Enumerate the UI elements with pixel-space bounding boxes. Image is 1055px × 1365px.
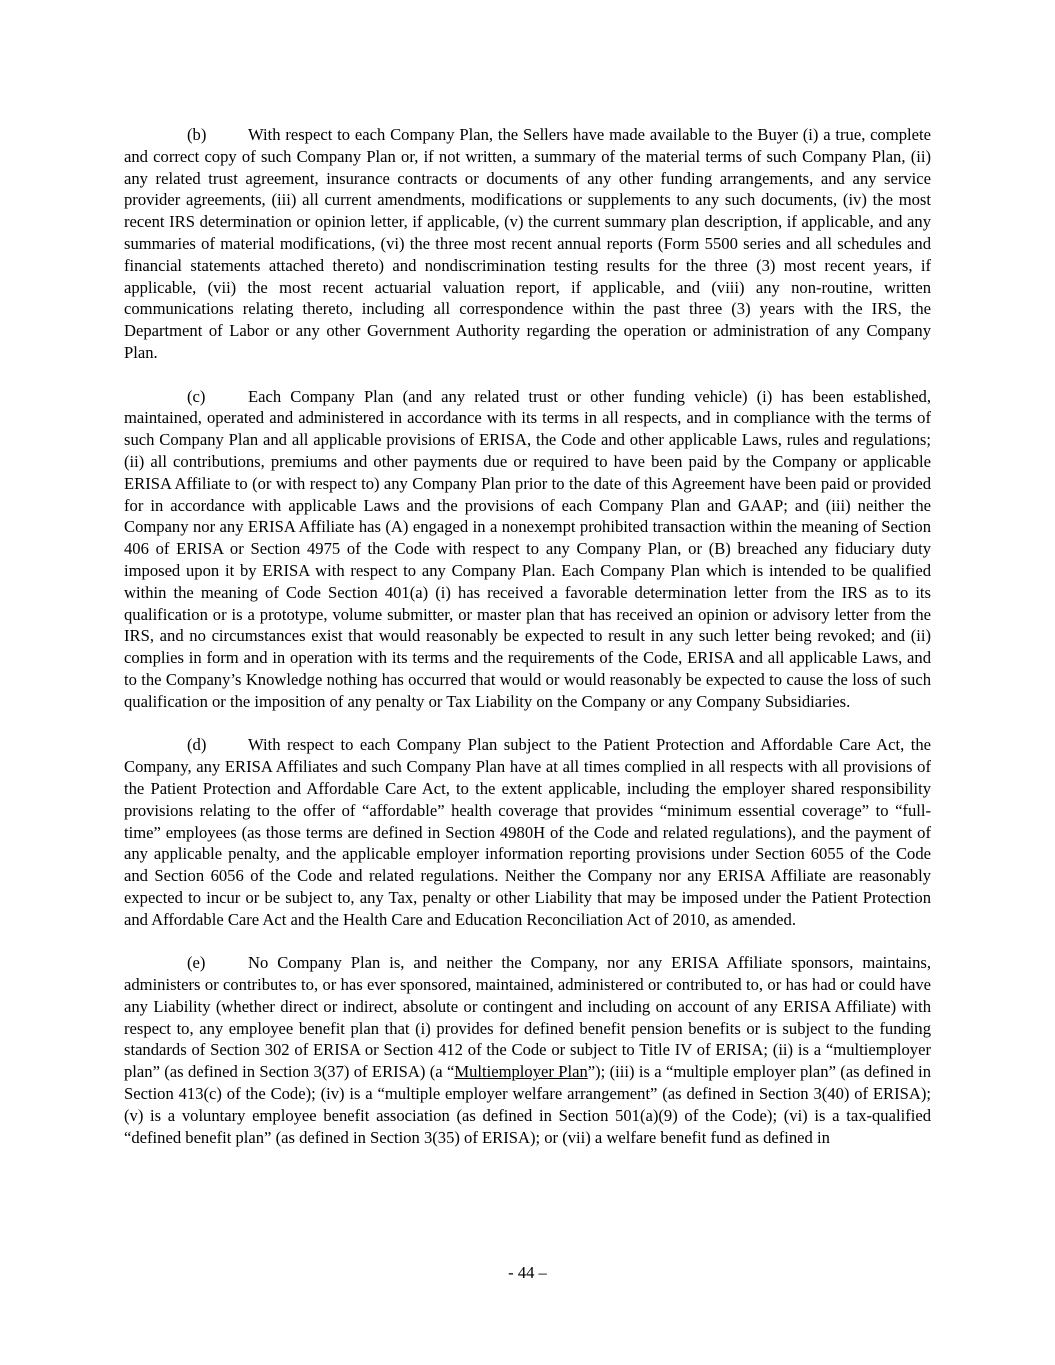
paragraph-text: No Company Plan is, and neither the Company, nor any ERISA Affiliate sponsors, maintains, administers or contributes to, or has ever sponsored, maintained, administered or contributed to, or has had or could have any Liability (whether direct or indirect, absolute or contingent and including on account of any ERISA Affiliate) with respect to, any employee benefit plan that (i) provides for defined benefit pension benefits or is subject to the funding standards of Section 302 of ERISA or Section 412 of the Code or subject to Title IV of ERISA; (ii) is a “multiemployer plan” (as defined in Section 3(37) of ERISA) (a “ <box>124 953 931 1082</box>
paragraph-label: (b) <box>187 125 207 144</box>
paragraph-b <box>124 124 931 364</box>
paragraph-text: With respect to each Company Plan, the Sellers have made available to the Buyer (i) a true, complete and correct copy of such Company Plan or, if not written, a summary of the material terms of such Company Plan, (ii) any related trust agreement, insurance contracts or documents of any other funding arrangements, and any service provider agreements, (iii) all current amendments, modifications or supplements to any such documents, (iv) the most recent IRS determination or opinion letter, if applicable, (v) the current summary plan description, if applicable, and any summaries of material modifications, (vi) the three most recent annual reports (Form 5500 series and all schedules and financial statements attached thereto) and nondiscrimination testing results for the three (3) most recent years, if applicable, (vii) the most recent actuarial valuation report, if applicable, and (viii) any non-routine, written communications relating thereto, including all correspondence within the past three (3) years with the IRS, the Department of Labor or any other Government Authority regarding the operation or administration of any Company Plan. <box>124 125 931 362</box>
paragraph-d <box>124 734 931 930</box>
document-page <box>124 124 931 1170</box>
defined-term: Multiemployer Plan <box>454 1062 588 1082</box>
paragraph-label: (c) <box>187 386 206 406</box>
paragraph-c <box>124 386 931 713</box>
paragraph-label: (d) <box>187 735 207 755</box>
paragraph-text-continued: ”); (iii) is a “multiple employer plan” (as defined in Section 413(c) of the Code); (iv) is a “multiple employer welfare arrangement” (as defined in Section 3(40) of ERISA); (v) is a voluntary employee benefit association (as defined in Section 501(a)(9) of the Code); (vi) is a tax-qualified “defined benefit plan” (as defined in Section 3(35) of ERISA); or (vii) a welfare benefit fund as defined in <box>124 1062 932 1147</box>
paragraph-e <box>124 952 931 1148</box>
paragraph-text: Each Company Plan (and any related trust or other funding vehicle) (i) has been established, maintained, operated and administered in accordance with its terms in all respects, and in compliance with the terms of such Company Plan and all applicable provisions of ERISA, the Code and other applicable Laws, rules and regulations; (ii) all contributions, premiums and other payments due or required to have been paid by the Company or applicable ERISA Affiliate to (or with respect to) any Company Plan prior to the date of this Agreement have been paid or provided for in accordance with applicable Laws and the provisions of each Company Plan and GAAP; and (iii) neither the Company nor any ERISA Affiliate has (A) engaged in a nonexempt prohibited transaction within the meaning of Section 406 of ERISA or Section 4975 of the Code with respect to any Company Plan, or (B) breached any fiduciary duty imposed upon it by ERISA with respect to any Company Plan. Each Company Plan which is intended to be qualified within the meaning of Code Section 401(a) (i) has received a favorable determination letter from the IRS as to its qualification or is a prototype, volume submitter, or master plan that has received an opinion or advisory letter from the IRS, and no circumstances exist that would reasonably be expected to result in any such letter being revoked; and (ii) complies in form and in operation with its terms and the requirements of the Code, ERISA and all applicable Laws, and to the Company’s Knowledge nothing has occurred that would or would reasonably be expected to cause the loss of such qualification or the imposition of any penalty or Tax Liability on the Company or any Company Subsidiaries. <box>124 386 931 711</box>
paragraph-label: (e) <box>187 953 206 973</box>
paragraph-text: With respect to each Company Plan subject to the Patient Protection and Affordable Care Act, the Company, any ERISA Affiliates and such Company Plan have at all times complied in all respects with all provisions of the Patient Protection and Affordable Care Act, to the extent applicable, including the employer shared responsibility provisions relating to the offer of “affordable” health coverage that provides “minimum essential coverage” to “full-time” employees (as those terms are defined in Section 4980H of the Code and related regulations), and the payment of any applicable penalty, and the applicable employer information reporting provisions under Section 6055 of the Code and Section 6056 of the Code and related regulations. Neither the Company nor any ERISA Affiliate are reasonably expected to incur or be subject to, any Tax, penalty or other Liability that may be imposed under the Patient Protection and Affordable Care Act and the Health Care and Education Reconciliation Act of 2010, as amended. <box>124 735 931 929</box>
page-number: - 44 – <box>508 1263 547 1282</box>
